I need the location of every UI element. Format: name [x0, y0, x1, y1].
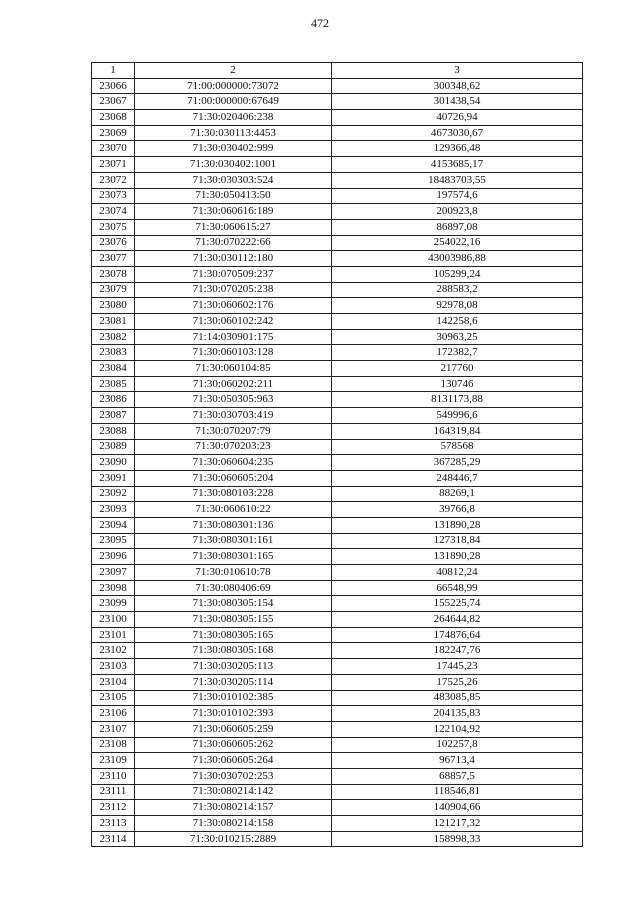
row-number-cell: 23080 [92, 298, 135, 314]
table-row [92, 721, 583, 737]
row-number-cell: 23102 [92, 643, 135, 659]
value-cell: 130746 [332, 376, 583, 392]
row-number-cell: 23089 [92, 439, 135, 455]
value-cell: 549996,6 [332, 408, 583, 424]
cadastral-number-cell: 71:30:060102:242 [135, 314, 332, 330]
table-row [92, 266, 583, 282]
row-number-cell: 23101 [92, 627, 135, 643]
cadastral-table [91, 62, 583, 847]
cadastral-number-cell: 71:30:080305:165 [135, 627, 332, 643]
value-cell: 105299,24 [332, 266, 583, 282]
cadastral-number-cell: 71:30:030303:524 [135, 172, 332, 188]
cadastral-number-cell: 71:30:030402:999 [135, 141, 332, 157]
value-cell: 43003986,88 [332, 251, 583, 267]
cadastral-number-cell: 71:30:010215:2889 [135, 831, 332, 847]
cadastral-number-cell: 71:30:030402:1001 [135, 157, 332, 173]
header-row [92, 63, 583, 79]
table-row [92, 486, 583, 502]
row-number-cell: 23071 [92, 157, 135, 173]
table-row [92, 612, 583, 628]
table-row [92, 94, 583, 110]
row-number-cell: 23112 [92, 800, 135, 816]
cadastral-number-cell: 71:30:030205:114 [135, 674, 332, 690]
cadastral-number-cell: 71:30:060604:235 [135, 455, 332, 471]
cadastral-number-cell: 71:30:030205:113 [135, 659, 332, 675]
row-number-cell: 23090 [92, 455, 135, 471]
row-number-cell: 23103 [92, 659, 135, 675]
row-number-cell: 23070 [92, 141, 135, 157]
page-number: 472 [311, 16, 329, 30]
cadastral-number-cell: 71:30:080305:154 [135, 596, 332, 612]
row-number-cell: 23085 [92, 376, 135, 392]
row-number-cell: 23077 [92, 251, 135, 267]
row-number-cell: 23073 [92, 188, 135, 204]
value-cell: 4153685,17 [332, 157, 583, 173]
row-number-cell: 23093 [92, 502, 135, 518]
row-number-cell: 23099 [92, 596, 135, 612]
table-row [92, 298, 583, 314]
value-cell: 254022,16 [332, 235, 583, 251]
column-header-2: 2 [135, 63, 332, 79]
value-cell: 217760 [332, 361, 583, 377]
cadastral-number-cell: 71:30:010102:385 [135, 690, 332, 706]
table-row [92, 627, 583, 643]
row-number-cell: 23109 [92, 753, 135, 769]
row-number-cell: 23092 [92, 486, 135, 502]
table-row [92, 125, 583, 141]
cadastral-number-cell: 71:30:080301:165 [135, 549, 332, 565]
row-number-cell: 23094 [92, 517, 135, 533]
row-number-cell: 23088 [92, 423, 135, 439]
cadastral-number-cell: 71:30:070203:23 [135, 439, 332, 455]
column-header-3: 3 [332, 63, 583, 79]
table-row [92, 580, 583, 596]
value-cell: 301438,54 [332, 94, 583, 110]
cadastral-number-cell: 71:30:030113:4453 [135, 125, 332, 141]
table-body [92, 78, 583, 847]
cadastral-number-cell: 71:30:060615:27 [135, 219, 332, 235]
value-cell: 264644,82 [332, 612, 583, 628]
value-cell: 122104,92 [332, 721, 583, 737]
value-cell: 131890,28 [332, 517, 583, 533]
value-cell: 121217,32 [332, 816, 583, 832]
row-number-cell: 23110 [92, 768, 135, 784]
value-cell: 158998,33 [332, 831, 583, 847]
value-cell: 200923,8 [332, 204, 583, 220]
cadastral-number-cell: 71:30:020406:238 [135, 110, 332, 126]
row-number-cell: 23097 [92, 565, 135, 581]
value-cell: 30963,25 [332, 329, 583, 345]
value-cell: 17525,26 [332, 674, 583, 690]
table-row [92, 706, 583, 722]
table-row [92, 376, 583, 392]
row-number-cell: 23095 [92, 533, 135, 549]
row-number-cell: 23114 [92, 831, 135, 847]
row-number-cell: 23091 [92, 470, 135, 486]
cadastral-number-cell: 71:30:070509:237 [135, 266, 332, 282]
cadastral-number-cell: 71:30:030112:180 [135, 251, 332, 267]
value-cell: 172382,7 [332, 345, 583, 361]
row-number-cell: 23087 [92, 408, 135, 424]
row-number-cell: 23096 [92, 549, 135, 565]
table-row [92, 533, 583, 549]
cadastral-number-cell: 71:30:080406:69 [135, 580, 332, 596]
row-number-cell: 23074 [92, 204, 135, 220]
cadastral-number-cell: 71:30:080301:136 [135, 517, 332, 533]
value-cell: 131890,28 [332, 549, 583, 565]
cadastral-number-cell: 71:30:060605:262 [135, 737, 332, 753]
cadastral-number-cell: 71:30:050305:963 [135, 392, 332, 408]
table-row [92, 188, 583, 204]
table-row [92, 643, 583, 659]
table-row [92, 219, 583, 235]
value-cell: 174876,64 [332, 627, 583, 643]
row-number-cell: 23079 [92, 282, 135, 298]
row-number-cell: 23066 [92, 78, 135, 94]
cadastral-number-cell: 71:30:080214:157 [135, 800, 332, 816]
row-number-cell: 23086 [92, 392, 135, 408]
row-number-cell: 23067 [92, 94, 135, 110]
value-cell: 68857,5 [332, 768, 583, 784]
value-cell: 140904,66 [332, 800, 583, 816]
value-cell: 92978,08 [332, 298, 583, 314]
value-cell: 39766,8 [332, 502, 583, 518]
table-row [92, 784, 583, 800]
row-number-cell: 23104 [92, 674, 135, 690]
cadastral-number-cell: 71:30:080305:155 [135, 612, 332, 628]
value-cell: 40726,94 [332, 110, 583, 126]
value-cell: 40812,24 [332, 565, 583, 581]
table-row [92, 282, 583, 298]
row-number-cell: 23113 [92, 816, 135, 832]
cadastral-number-cell: 71:00:000000:73072 [135, 78, 332, 94]
value-cell: 142258,6 [332, 314, 583, 330]
cadastral-number-cell: 71:30:060605:204 [135, 470, 332, 486]
value-cell: 66548,99 [332, 580, 583, 596]
row-number-cell: 23076 [92, 235, 135, 251]
table-row [92, 659, 583, 675]
cadastral-number-cell: 71:30:050413:50 [135, 188, 332, 204]
row-number-cell: 23111 [92, 784, 135, 800]
column-header-1: 1 [92, 63, 135, 79]
value-cell: 197574,6 [332, 188, 583, 204]
table-row [92, 737, 583, 753]
table-row [92, 768, 583, 784]
value-cell: 18483703,55 [332, 172, 583, 188]
table-row [92, 235, 583, 251]
row-number-cell: 23106 [92, 706, 135, 722]
table-row [92, 110, 583, 126]
value-cell: 182247,76 [332, 643, 583, 659]
cadastral-number-cell: 71:30:060605:264 [135, 753, 332, 769]
row-number-cell: 23072 [92, 172, 135, 188]
row-number-cell: 23069 [92, 125, 135, 141]
table-row [92, 251, 583, 267]
cadastral-number-cell: 71:14:030901:175 [135, 329, 332, 345]
row-number-cell: 23083 [92, 345, 135, 361]
cadastral-number-cell: 71:30:060616:189 [135, 204, 332, 220]
value-cell: 578568 [332, 439, 583, 455]
value-cell: 483085,85 [332, 690, 583, 706]
cadastral-number-cell: 71:30:010102:393 [135, 706, 332, 722]
row-number-cell: 23068 [92, 110, 135, 126]
value-cell: 155225,74 [332, 596, 583, 612]
cadastral-number-cell: 71:30:060602:176 [135, 298, 332, 314]
row-number-cell: 23081 [92, 314, 135, 330]
cadastral-number-cell: 71:30:080103:228 [135, 486, 332, 502]
table-row [92, 157, 583, 173]
cadastral-number-cell: 71:30:060610:22 [135, 502, 332, 518]
cadastral-number-cell: 71:30:070205:238 [135, 282, 332, 298]
row-number-cell: 23108 [92, 737, 135, 753]
cadastral-number-cell: 71:30:030703:419 [135, 408, 332, 424]
value-cell: 88269,1 [332, 486, 583, 502]
value-cell: 288583,2 [332, 282, 583, 298]
value-cell: 96713,4 [332, 753, 583, 769]
table-row [92, 753, 583, 769]
table-row [92, 674, 583, 690]
table-row [92, 392, 583, 408]
value-cell: 164319,84 [332, 423, 583, 439]
table-row [92, 455, 583, 471]
row-number-cell: 23084 [92, 361, 135, 377]
table-row [92, 470, 583, 486]
value-cell: 102257,8 [332, 737, 583, 753]
cadastral-number-cell: 71:30:060202:211 [135, 376, 332, 392]
cadastral-number-cell: 71:30:030702:253 [135, 768, 332, 784]
table-row [92, 78, 583, 94]
value-cell: 300348,62 [332, 78, 583, 94]
table-row [92, 800, 583, 816]
table-row [92, 690, 583, 706]
table-row [92, 329, 583, 345]
row-number-cell: 23082 [92, 329, 135, 345]
table-row [92, 816, 583, 832]
table-row [92, 345, 583, 361]
table-row [92, 423, 583, 439]
value-cell: 118546,81 [332, 784, 583, 800]
value-cell: 8131173,88 [332, 392, 583, 408]
cadastral-number-cell: 71:30:080214:142 [135, 784, 332, 800]
row-number-cell: 23107 [92, 721, 135, 737]
row-number-cell: 23105 [92, 690, 135, 706]
table-row [92, 361, 583, 377]
cadastral-number-cell: 71:30:060605:259 [135, 721, 332, 737]
value-cell: 248446,7 [332, 470, 583, 486]
value-cell: 204135,83 [332, 706, 583, 722]
table-header [92, 63, 583, 79]
table-row [92, 517, 583, 533]
value-cell: 17445,23 [332, 659, 583, 675]
cadastral-number-cell: 71:00:000000:67649 [135, 94, 332, 110]
value-cell: 4673030,67 [332, 125, 583, 141]
table-row [92, 565, 583, 581]
table-row [92, 204, 583, 220]
row-number-cell: 23098 [92, 580, 135, 596]
cadastral-number-cell: 71:30:070207:79 [135, 423, 332, 439]
table-row [92, 408, 583, 424]
table-row [92, 831, 583, 847]
cadastral-number-cell: 71:30:060104:85 [135, 361, 332, 377]
cadastral-number-cell: 71:30:070222:66 [135, 235, 332, 251]
value-cell: 127318,84 [332, 533, 583, 549]
cadastral-number-cell: 71:30:080214:158 [135, 816, 332, 832]
table-row [92, 141, 583, 157]
row-number-cell: 23100 [92, 612, 135, 628]
cadastral-number-cell: 71:30:080305:168 [135, 643, 332, 659]
cadastral-number-cell: 71:30:010610:78 [135, 565, 332, 581]
table-row [92, 549, 583, 565]
row-number-cell: 23078 [92, 266, 135, 282]
value-cell: 86897,08 [332, 219, 583, 235]
table-row [92, 439, 583, 455]
table-row [92, 314, 583, 330]
table-row [92, 502, 583, 518]
value-cell: 129366,48 [332, 141, 583, 157]
value-cell: 367285,29 [332, 455, 583, 471]
table-row [92, 172, 583, 188]
table-row [92, 596, 583, 612]
row-number-cell: 23075 [92, 219, 135, 235]
cadastral-number-cell: 71:30:060103:128 [135, 345, 332, 361]
cadastral-number-cell: 71:30:080301:161 [135, 533, 332, 549]
